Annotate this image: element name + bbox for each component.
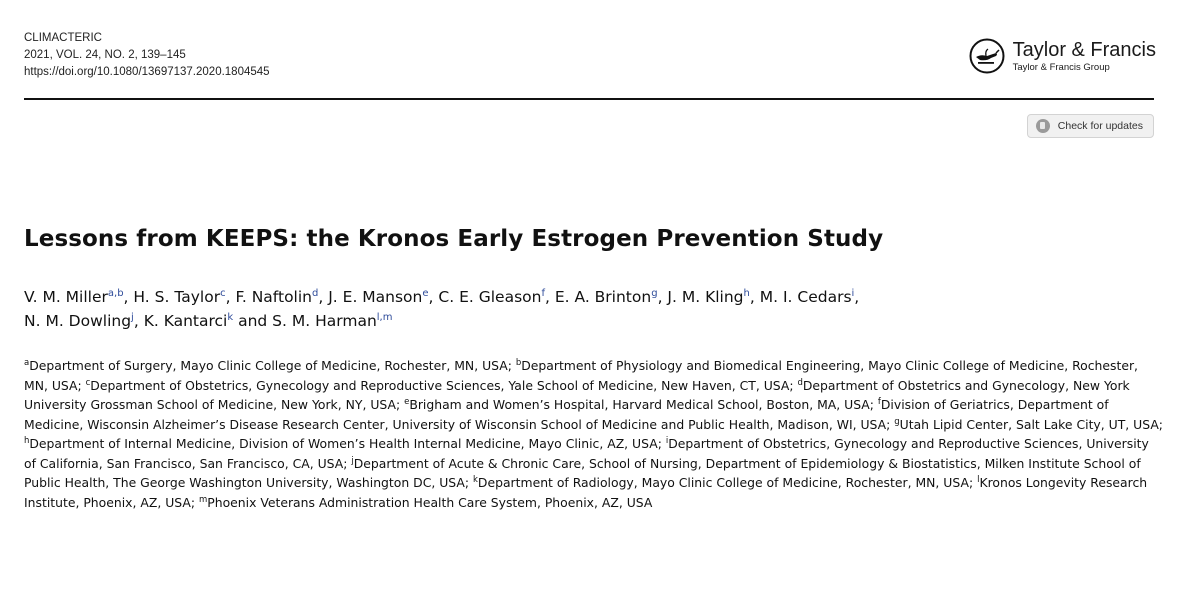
article-title: Lessons from KEEPS: the Kronos Early Estrogen Prevention Study (24, 226, 884, 252)
publisher-brand[interactable] (969, 38, 1156, 74)
author-affiliation-marker[interactable]: k (227, 311, 234, 323)
author-name[interactable]: C. E. Gleason (438, 288, 542, 306)
author-separator: , (428, 288, 439, 306)
author-separator: , (225, 288, 236, 306)
author-name[interactable]: J. M. Kling (667, 288, 744, 306)
affiliation-marker: k (472, 474, 478, 485)
journal-header (24, 30, 270, 81)
doi-link[interactable]: https://doi.org/10.1080/13697137.2020.1804545 (24, 66, 270, 78)
affiliation-marker: j (351, 455, 354, 466)
author-separator: , (749, 288, 760, 306)
author-line-1 (24, 285, 1164, 309)
author-name[interactable]: M. I. Cedars (759, 288, 852, 306)
affiliation-text: Department of Radiology, Mayo Clinic College of Medicine, Rochester, MN, USA; (477, 475, 978, 490)
check-for-updates-icon (1036, 119, 1050, 133)
affiliation-text: Department of Internal Medicine, Division of Women’s Health Internal Medicine, Mayo Clinic, AZ, USA; (29, 436, 666, 451)
author-affiliation-marker[interactable]: g (651, 287, 658, 299)
author-separator: , (544, 288, 555, 306)
author-separator: , (123, 288, 134, 306)
affiliation-marker: e (404, 396, 410, 407)
affiliation-marker: a (24, 357, 30, 368)
author-affiliation-marker[interactable]: h (743, 287, 750, 299)
affiliation-marker: c (85, 377, 91, 388)
author-name[interactable]: J. E. Manson (328, 288, 423, 306)
author-affiliation-marker[interactable]: e (422, 287, 429, 299)
author-name[interactable]: N. M. Dowling (24, 312, 132, 330)
publisher-group: Taylor & Francis Group (1012, 61, 1110, 73)
affiliation-text: Department of Surgery, Mayo Clinic College of Medicine, Rochester, MN, USA; (29, 358, 516, 373)
author-name[interactable]: V. M. Miller (24, 288, 108, 306)
author-affiliation-marker[interactable]: f (541, 287, 545, 299)
check-for-updates-button[interactable] (1027, 114, 1154, 138)
affiliation-marker: g (894, 416, 900, 427)
affiliation-marker: m (198, 494, 208, 505)
author-name[interactable]: H. S. Taylor (133, 288, 221, 306)
author-list (24, 285, 1164, 333)
author-separator: , (657, 288, 668, 306)
affiliation-text: Division of Geriatrics, Department of Medicine, Wisconsin Alzheimer’s Disease Research Center, University of Wisconsin School of Medicine and Public Health, Madison, WI, USA; (24, 397, 1109, 432)
author-affiliation-marker[interactable]: c (220, 287, 226, 299)
check-for-updates-label: Check for updates (1057, 120, 1143, 132)
affiliation-text: Phoenix Veterans Administration Health Care System, Phoenix, AZ, USA (207, 494, 653, 510)
journal-name: CLIMACTERIC (24, 32, 102, 44)
taylor-francis-lamp-logo-icon (969, 38, 1005, 74)
author-separator: , (854, 288, 860, 306)
author-name[interactable]: E. A. Brinton (554, 288, 652, 306)
author-name[interactable]: K. Kantarci (143, 312, 228, 330)
affiliation-marker: b (515, 357, 522, 368)
journal-volume: 2021, VOL. 24, NO. 2, 139–145 (24, 49, 186, 61)
publisher-name: Taylor & Francis (1012, 38, 1156, 61)
author-affiliation-marker[interactable]: j (131, 311, 134, 323)
affiliation-text: Department of Obstetrics, Gynecology and Reproductive Sciences, Yale School of Medicine, New Haven, CT, USA; (90, 377, 798, 393)
author-affiliation-marker[interactable]: d (312, 287, 319, 299)
affiliation-text: Department of Obstetrics and Gynecology, New York University Grossman School of Medicine, New York, NY, USA; (24, 377, 1130, 412)
affiliation-text: Department of Acute & Chronic Care, School of Nursing, Department of Epidemiology & Biostatistics, Milken Institute School of Public Health, The George Washington University, Washington DC, USA; (24, 455, 1141, 490)
author-line-2 (24, 309, 1164, 333)
author-separator: , (133, 312, 144, 330)
affiliation-marker: i (665, 435, 669, 446)
affiliation-text: Brigham and Women’s Hospital, Harvard Medical School, Boston, MA, USA; (409, 397, 878, 412)
author-affiliation-marker[interactable]: l,m (376, 311, 393, 323)
affiliation-text: Utah Lipid Center, Salt Lake City, UT, USA; (899, 416, 1163, 432)
affiliation-marker: l (977, 474, 980, 485)
author-affiliation-marker[interactable]: i (851, 287, 855, 299)
affiliation-marker: f (877, 396, 881, 407)
affiliation-text: Department of Physiology and Biomedical Engineering, Mayo Clinic College of Medicine, Rochester, MN, USA; (24, 358, 1139, 393)
author-name[interactable]: F. Naftolin (235, 288, 312, 306)
affiliations (24, 356, 1164, 512)
author-name[interactable]: S. M. Harman (272, 312, 377, 330)
affiliation-text: Kronos Longevity Research Institute, Phoenix, AZ, USA; (24, 475, 1148, 510)
header-rule (24, 98, 1154, 100)
affiliation-text: Department of Obstetrics, Gynecology and Reproductive Sciences, University of California, San Francisco, San Francisco, CA, USA; (24, 436, 1149, 471)
author-separator: and (233, 312, 273, 330)
affiliation-marker: d (797, 377, 803, 388)
author-affiliation-marker[interactable]: a,b (107, 287, 124, 299)
author-separator: , (318, 288, 329, 306)
affiliation-marker: h (24, 435, 30, 446)
